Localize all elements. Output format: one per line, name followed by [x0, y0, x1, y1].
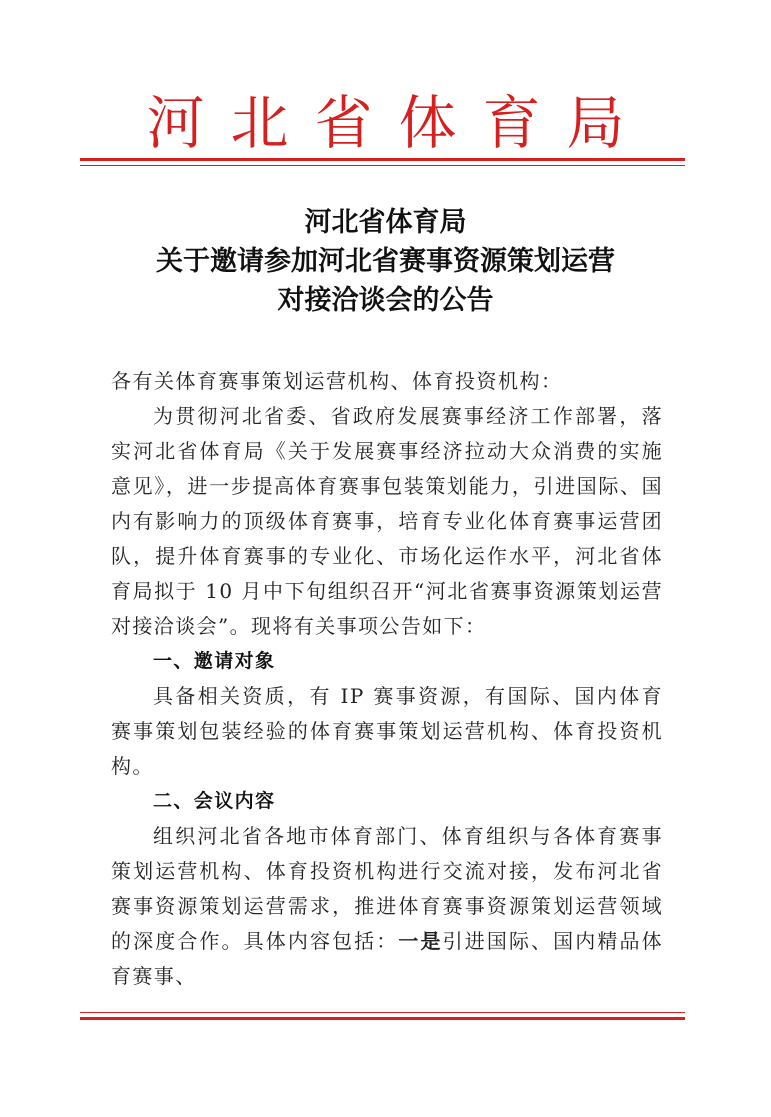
- title-line-3: 对接洽谈会的公告: [277, 285, 494, 316]
- title-line-2: 关于邀请参加河北省赛事资源策划运营: [156, 246, 615, 277]
- section-2-heading: 二、会议内容: [153, 790, 276, 812]
- section-1-text: 具备相关资质，有 IP 赛事资源，有国际、国内体育赛事策划包装经验的体育赛事策划运营机构、体育投资机构。: [111, 684, 663, 778]
- section-2-text-bold: 一是: [398, 929, 443, 953]
- notice-title: [0, 203, 771, 320]
- letterhead-divider: [80, 158, 685, 166]
- section-1-heading: 一、邀请对象: [153, 650, 276, 672]
- intro-paragraph: 为贯彻河北省委、省政府发展赛事经济工作部署，落实河北省体育局《关于发展赛事经济拉动大众消费的实施意见》，进一步提高体育赛事包装策划能力，引进国际、国内有影响力的顶级体育赛事，培育专业化体育赛事运营团队，提升体育赛事的专业化、市场化运作水平，河北省体育局拟于 10 月中下旬组织召开“河北省赛事资源策划运营对接洽谈会”。现将有关事项公告如下：: [111, 404, 663, 638]
- section-2-text-before: 组织河北省各地市体育部门、体育组织与各体育赛事策划运营机构、体育投资机构进行交流对接，发布河北省赛事资源策划运营需求，推进体育赛事资源策划运营领域的深度合作。具体内容包括：: [111, 824, 663, 953]
- section-2-text-after: 引进国际、国内精品体育赛事、: [111, 929, 663, 988]
- footer-thin-line: [80, 1012, 685, 1013]
- section-2-text: [111, 819, 663, 994]
- footer-divider: [80, 1012, 685, 1020]
- divider-thin-line: [80, 165, 685, 166]
- salutation: 各有关体育赛事策划运营机构、体育投资机构：: [111, 369, 563, 393]
- divider-thick-line: [80, 158, 685, 161]
- footer-thick-line: [80, 1017, 685, 1020]
- notice-body: [111, 364, 663, 994]
- title-line-1: 河北省体育局: [304, 207, 467, 238]
- letterhead-title: 河北省体育局: [146, 89, 651, 157]
